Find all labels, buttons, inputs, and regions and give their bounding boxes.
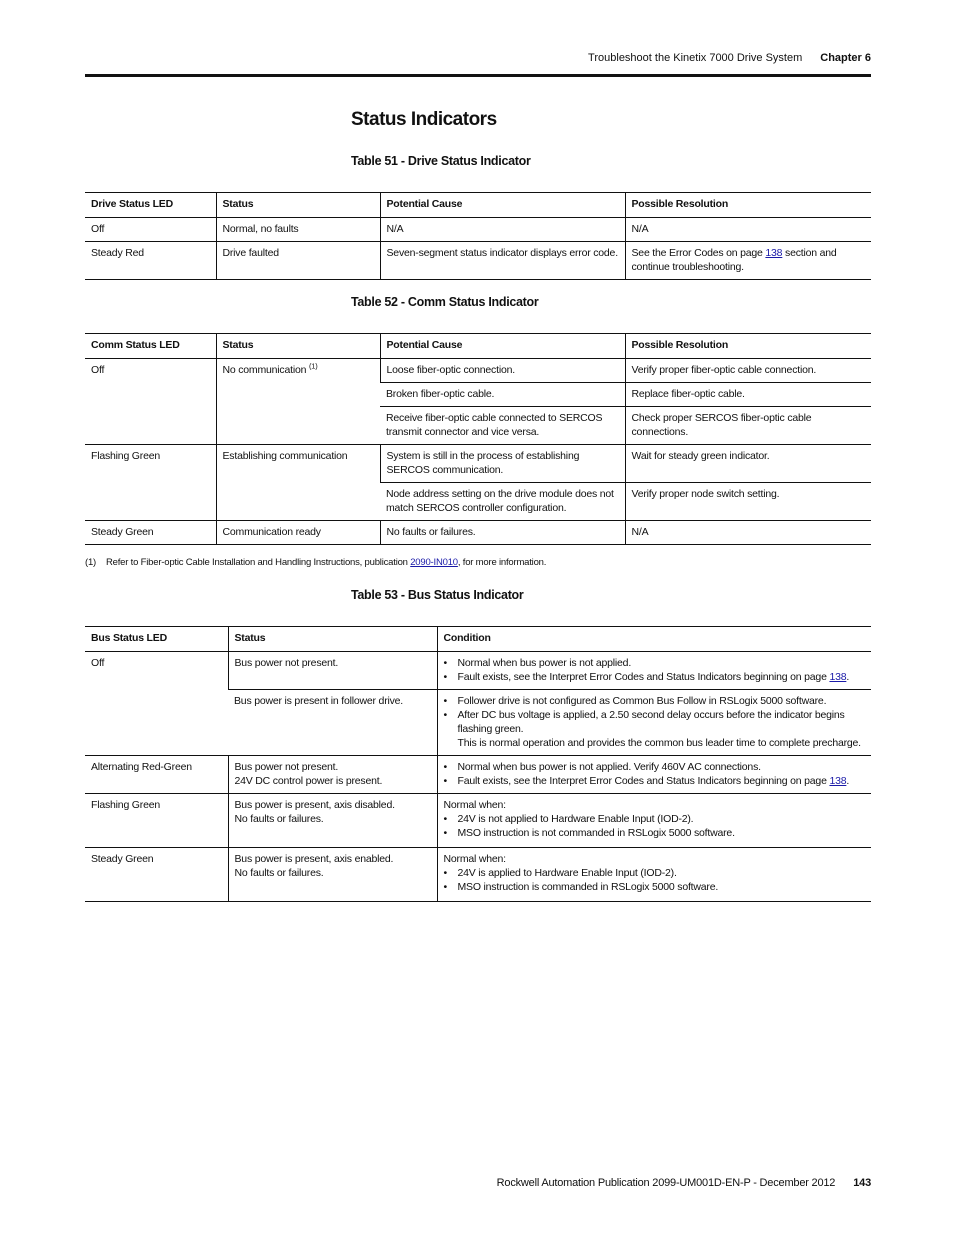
status-line: Bus power not present. (234, 761, 339, 773)
list-item: • MSO instruction is not commanded in RSLogix 5000 software. (458, 826, 866, 840)
list-item: • 24V is applied to Hardware Enable Input (IOD-2). (458, 866, 866, 880)
table-header-row (85, 627, 871, 652)
table-cell: Replace fiber-optic cable. (625, 383, 871, 407)
header-cell: Status (216, 334, 380, 359)
page-link[interactable]: 138 (765, 247, 783, 259)
table-cell (437, 756, 871, 794)
header-cell: Condition (437, 627, 871, 652)
condition-list (444, 694, 866, 750)
status-line: 24V DC control power is present. (234, 775, 383, 787)
footnote-ref: (1) (308, 361, 318, 371)
page-link[interactable]: 138 (829, 671, 847, 683)
table-cell: Wait for steady green indicator. (625, 445, 871, 483)
header-cell: Status (228, 627, 437, 652)
table-cell: Bus power is present in follower drive. (228, 690, 437, 756)
condition-list (444, 760, 866, 788)
table-cell: Broken fiber-optic cable. (380, 383, 625, 407)
publication-link[interactable]: 2090-IN010 (410, 557, 458, 568)
table-row (85, 794, 871, 848)
header-cell: Bus Status LED (85, 627, 228, 652)
header-cell: Possible Resolution (625, 334, 871, 359)
table-cell: Seven-segment status indicator displays error code. (380, 242, 625, 280)
table-cell: Alternating Red-Green (85, 756, 228, 794)
running-header (85, 52, 871, 68)
list-item-text: Fault exists, see the Interpret Error Codes and Status Indicators beginning on page (457, 671, 830, 683)
header-cell: Potential Cause (380, 193, 625, 218)
table-row (85, 445, 871, 483)
table-cell (437, 848, 871, 902)
list-item-text: This is normal operation and provides the common bus leader time to complete precharge. (457, 737, 861, 749)
table-cell: Check proper SERCOS fiber-optic cable connections. (625, 407, 871, 445)
table-row (85, 848, 871, 902)
list-item-text: After DC bus voltage is applied, a 2.50 second delay occurs before the indicator begins flashing green. (457, 709, 845, 735)
table-cell: Receive fiber-optic cable connected to SERCOS transmit connector and vice versa. (380, 407, 625, 445)
table-cell: Steady Green (85, 521, 216, 545)
table-cell: Off (85, 359, 216, 445)
table-row (85, 652, 871, 690)
table-header-row (85, 193, 871, 218)
status-text: No communication (222, 364, 309, 376)
condition-list (444, 812, 866, 840)
table-cell: Loose fiber-optic connection. (380, 359, 625, 383)
table-cell: Steady Green (85, 848, 228, 902)
list-item-text: Fault exists, see the Interpret Error Codes and Status Indicators beginning on page (457, 775, 830, 787)
table-cell: Off (85, 652, 228, 756)
footnote-text: , for more information. (457, 557, 547, 568)
list-item (458, 774, 866, 788)
table-cell: Flashing Green (85, 794, 228, 848)
table52-caption: Table 52 - Comm Status Indicator (351, 295, 539, 309)
condition-intro: Normal when: (443, 799, 506, 811)
chapter-label: Chapter 6 (820, 52, 871, 64)
publication-info: Rockwell Automation Publication 2099-UM001D-EN-P - December 2012 (496, 1177, 836, 1189)
status-line: No faults or failures. (234, 867, 324, 879)
list-item: • MSO instruction is commanded in RSLogix 5000 software. (458, 880, 866, 894)
condition-list (444, 656, 866, 684)
table-cell (228, 756, 437, 794)
list-item (458, 708, 866, 750)
resolution-text: See the Error Codes on page (631, 247, 766, 259)
page-footer (85, 1177, 871, 1189)
condition-intro: Normal when: (443, 853, 506, 865)
table53-caption: Table 53 - Bus Status Indicator (351, 588, 524, 602)
table-row (85, 359, 871, 383)
table-cell: No faults or failures. (380, 521, 625, 545)
condition-list (444, 866, 866, 894)
list-item: • Normal when bus power is not applied. (458, 656, 866, 670)
list-item: • Normal when bus power is not applied. Verify 460V AC connections. (458, 760, 866, 774)
header-cell: Potential Cause (380, 334, 625, 359)
table-cell (216, 359, 380, 445)
footnote-number: (1) (85, 557, 97, 568)
table-cell: Off (85, 218, 216, 242)
header-cell: Status (216, 193, 380, 218)
table-cell: Normal, no faults (216, 218, 380, 242)
table-cell: N/A (625, 521, 871, 545)
table-row (85, 242, 871, 280)
table-cell: System is still in the process of establishing SERCOS communication. (380, 445, 625, 483)
header-cell: Drive Status LED (85, 193, 216, 218)
page-link[interactable]: 138 (829, 775, 847, 787)
status-line: No faults or failures. (234, 813, 324, 825)
table-row (85, 521, 871, 545)
resolution-text: section and continue troubleshooting. (631, 247, 837, 273)
table-cell: Bus power not present. (228, 652, 437, 690)
table-cell (625, 242, 871, 280)
table-cell: Steady Red (85, 242, 216, 280)
list-item: • Follower drive is not configured as Common Bus Follow in RSLogix 5000 software. (458, 694, 866, 708)
page-title: Status Indicators (351, 109, 497, 130)
table-cell: Drive faulted (216, 242, 380, 280)
table-cell (228, 794, 437, 848)
bus-status-table (85, 626, 871, 902)
page-number: 143 (853, 1177, 871, 1189)
table-row (85, 218, 871, 242)
table-cell: Verify proper node switch setting. (625, 483, 871, 521)
table-cell (437, 652, 871, 690)
table-cell: N/A (625, 218, 871, 242)
list-item: • 24V is not applied to Hardware Enable Input (IOD-2). (458, 812, 866, 826)
table-row (85, 756, 871, 794)
footnote-text: Refer to Fiber-optic Cable Installation and Handling Instructions, publication (106, 557, 411, 568)
table-cell (228, 848, 437, 902)
table-cell: Flashing Green (85, 445, 216, 521)
table51-caption: Table 51 - Drive Status Indicator (351, 154, 531, 168)
status-line: Bus power is present, axis enabled. (234, 853, 394, 865)
table-cell: N/A (380, 218, 625, 242)
table-cell (437, 690, 871, 756)
header-rule (85, 74, 871, 77)
drive-status-table (85, 192, 871, 280)
table52-footnote (85, 557, 546, 568)
table-cell: Node address setting on the drive module does not match SERCOS controller configuration. (380, 483, 625, 521)
running-title: Troubleshoot the Kinetix 7000 Drive System (588, 52, 803, 64)
comm-status-table (85, 333, 871, 545)
list-item (458, 670, 866, 684)
status-line: Bus power is present, axis disabled. (234, 799, 395, 811)
table-cell: Communication ready (216, 521, 380, 545)
table-cell: Verify proper fiber-optic cable connection. (625, 359, 871, 383)
table-cell: Establishing communication (216, 445, 380, 521)
table-header-row (85, 334, 871, 359)
header-cell: Possible Resolution (625, 193, 871, 218)
header-cell: Comm Status LED (85, 334, 216, 359)
list-item-text: . (846, 671, 850, 683)
list-item-text: . (846, 775, 850, 787)
table-cell (437, 794, 871, 848)
